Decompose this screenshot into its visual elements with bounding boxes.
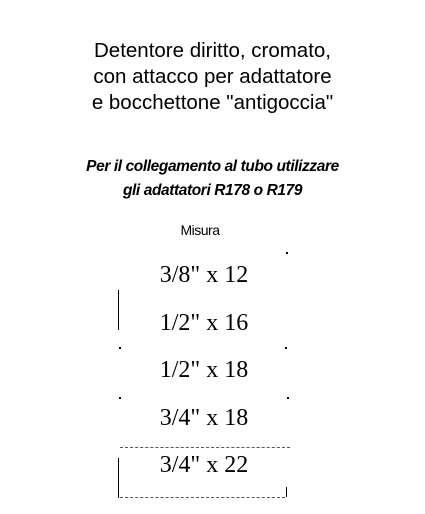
frame-dot [119,397,121,399]
frame-dot [285,347,287,349]
frame-mark-bottom-right [286,487,287,497]
size-row: 1/2" x 18 [159,357,249,383]
note-line-1: Per il collegamento al tubo utilizzare [86,158,339,175]
title-line-2: con attacco per adattatore [93,65,332,88]
frame-dot [119,347,121,349]
frame-mark-left-lower [118,458,119,498]
title-line-3: e bocchettone "antigoccia" [91,91,334,114]
connection-note [0,155,425,203]
frame-dash-middle [120,447,290,448]
note-line-2: gli adattatori R178 o R179 [122,182,303,199]
frame-mark-left-upper [118,290,119,330]
title-line-1: Detentore diritto, cromato, [94,39,331,62]
size-row: 1/2" x 16 [159,309,249,336]
size-row: 3/4" x 22 [159,452,249,478]
frame-dot [286,252,288,254]
size-row: 3/8" x 12 [159,262,249,288]
size-column-header: Misura [180,222,220,238]
size-row: 3/4" x 18 [159,404,249,431]
product-title [0,38,425,116]
size-list [118,252,290,490]
frame-dot [287,397,289,399]
frame-dash-bottom [120,497,285,498]
